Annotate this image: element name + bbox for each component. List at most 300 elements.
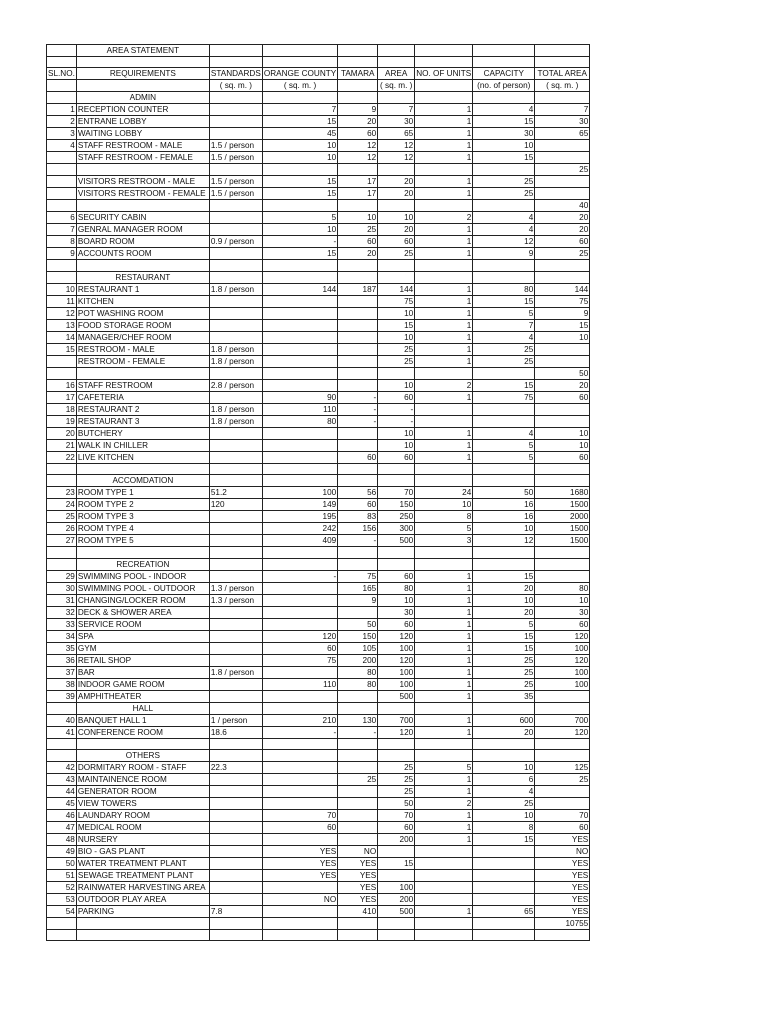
units-cell[interactable]: 1 [415, 427, 473, 439]
standards-cell[interactable]: 1.8 / person [209, 403, 262, 415]
standards-cell[interactable]: 1.8 / person [209, 343, 262, 355]
area-cell[interactable]: 120 [378, 630, 415, 642]
tamara-cell[interactable] [338, 917, 378, 929]
capacity-cell[interactable]: 50 [473, 487, 535, 499]
capacity-cell[interactable]: 12 [473, 236, 535, 248]
sl-no-cell[interactable] [47, 738, 77, 749]
area-cell[interactable]: 15 [378, 857, 415, 869]
sl-no-cell[interactable]: 32 [47, 606, 77, 618]
standards-cell[interactable]: 1.8 / person [209, 415, 262, 427]
requirement-cell[interactable] [76, 738, 209, 749]
capacity-cell[interactable]: 15 [473, 116, 535, 128]
sl-no-cell[interactable]: 47 [47, 821, 77, 833]
area-cell[interactable]: 120 [378, 654, 415, 666]
capacity-cell[interactable]: 15 [473, 379, 535, 391]
orange-county-cell[interactable] [262, 761, 337, 773]
area-cell[interactable] [378, 260, 415, 271]
cell[interactable] [47, 271, 77, 283]
tamara-cell[interactable] [338, 690, 378, 702]
units-cell[interactable]: 1 [415, 248, 473, 260]
standards-cell[interactable]: 1.5 / person [209, 188, 262, 200]
sl-no-cell[interactable]: 20 [47, 427, 77, 439]
requirement-cell[interactable]: MANAGER/CHEF ROOM [76, 331, 209, 343]
total-area-cell[interactable] [535, 738, 590, 749]
units-cell[interactable]: 1 [415, 188, 473, 200]
sl-no-cell[interactable]: 54 [47, 905, 77, 917]
area-cell[interactable]: 30 [378, 116, 415, 128]
cell[interactable] [415, 271, 473, 283]
total-area-cell[interactable]: 700 [535, 714, 590, 726]
tamara-cell[interactable]: - [338, 391, 378, 403]
area-cell[interactable]: 100 [378, 642, 415, 654]
sl-no-cell[interactable]: 2 [47, 116, 77, 128]
header-standards[interactable]: STANDARDS [210, 69, 261, 79]
standards-cell[interactable] [209, 427, 262, 439]
orange-county-cell[interactable]: - [262, 236, 337, 248]
cell[interactable] [338, 45, 378, 57]
requirement-cell[interactable]: WALK IN CHILLER [76, 439, 209, 451]
orange-county-cell[interactable]: 45 [262, 128, 337, 140]
capacity-cell[interactable] [473, 869, 535, 881]
total-area-cell[interactable]: 80 [535, 582, 590, 594]
header-area[interactable]: AREA [378, 68, 415, 80]
capacity-cell[interactable]: 4 [473, 104, 535, 116]
requirement-cell[interactable]: PARKING [76, 905, 209, 917]
total-area-cell[interactable]: YES [535, 857, 590, 869]
cell[interactable] [338, 57, 378, 68]
cell[interactable] [262, 271, 337, 283]
total-area-cell[interactable]: 60 [535, 451, 590, 463]
units-cell[interactable] [415, 260, 473, 271]
tamara-cell[interactable] [338, 379, 378, 391]
area-cell[interactable] [378, 200, 415, 212]
area-cell[interactable]: 60 [378, 570, 415, 582]
cell[interactable] [262, 475, 337, 487]
sl-no-cell[interactable]: 29 [47, 570, 77, 582]
orange-county-cell[interactable]: YES [262, 857, 337, 869]
tamara-cell[interactable] [338, 809, 378, 821]
standards-cell[interactable]: 1.5 / person [209, 176, 262, 188]
capacity-cell[interactable] [473, 547, 535, 558]
tamara-cell[interactable] [338, 295, 378, 307]
tamara-cell[interactable]: 150 [338, 630, 378, 642]
sl-no-cell[interactable]: 39 [47, 690, 77, 702]
cell[interactable] [209, 92, 262, 104]
sl-no-cell[interactable] [47, 917, 77, 929]
total-area-cell[interactable]: 30 [535, 116, 590, 128]
orange-county-cell[interactable]: 60 [262, 642, 337, 654]
standards-cell[interactable]: 2.8 / person [209, 379, 262, 391]
standards-cell[interactable] [209, 917, 262, 929]
total-area-cell[interactable]: 100 [535, 678, 590, 690]
requirement-cell[interactable]: BANQUET HALL 1 [76, 714, 209, 726]
requirement-cell[interactable]: WAITING LOBBY [76, 128, 209, 140]
area-cell[interactable] [378, 929, 415, 940]
units-cell[interactable]: 1 [415, 140, 473, 152]
orange-county-cell[interactable]: 195 [262, 511, 337, 523]
orange-county-cell[interactable]: NO [262, 893, 337, 905]
sl-no-cell[interactable]: 14 [47, 331, 77, 343]
tamara-cell[interactable]: 56 [338, 487, 378, 499]
units-cell[interactable]: 1 [415, 295, 473, 307]
total-area-cell[interactable]: 60 [535, 618, 590, 630]
standards-cell[interactable]: 18.6 [209, 726, 262, 738]
area-cell[interactable]: 10 [378, 379, 415, 391]
orange-county-cell[interactable] [262, 451, 337, 463]
cell[interactable] [262, 558, 337, 570]
area-cell[interactable]: 25 [378, 773, 415, 785]
capacity-cell[interactable]: 80 [473, 283, 535, 295]
tamara-cell[interactable]: 80 [338, 666, 378, 678]
standards-cell[interactable]: 0.9 / person [209, 236, 262, 248]
area-cell[interactable]: 60 [378, 618, 415, 630]
requirement-cell[interactable]: SEWAGE TREATMENT PLANT [76, 869, 209, 881]
capacity-cell[interactable]: 8 [473, 821, 535, 833]
units-cell[interactable]: 1 [415, 116, 473, 128]
capacity-cell[interactable]: 4 [473, 331, 535, 343]
total-area-cell[interactable] [535, 690, 590, 702]
requirement-cell[interactable]: SERVICE ROOM [76, 618, 209, 630]
orange-county-cell[interactable] [262, 833, 337, 845]
total-area-cell[interactable]: 60 [535, 391, 590, 403]
units-cell[interactable]: 8 [415, 511, 473, 523]
orange-county-cell[interactable] [262, 164, 337, 176]
requirement-cell[interactable]: CAFETERIA [76, 391, 209, 403]
section-title[interactable]: HALL [76, 702, 209, 714]
requirement-cell[interactable]: GYM [76, 642, 209, 654]
capacity-cell[interactable] [473, 367, 535, 379]
orange-county-cell[interactable] [262, 200, 337, 212]
total-area-cell[interactable]: 9 [535, 307, 590, 319]
requirement-cell[interactable]: SPA [76, 630, 209, 642]
capacity-cell[interactable]: 25 [473, 176, 535, 188]
units-cell[interactable]: 1 [415, 618, 473, 630]
subheader-cell[interactable] [415, 80, 473, 92]
units-cell[interactable]: 1 [415, 642, 473, 654]
standards-cell[interactable] [209, 307, 262, 319]
sl-no-cell[interactable] [47, 929, 77, 940]
cell[interactable] [209, 749, 262, 761]
units-cell[interactable] [415, 164, 473, 176]
units-cell[interactable]: 1 [415, 785, 473, 797]
standards-cell[interactable] [209, 570, 262, 582]
cell[interactable] [47, 45, 77, 57]
requirement-cell[interactable]: RAINWATER HARVESTING AREA [76, 881, 209, 893]
standards-cell[interactable] [209, 128, 262, 140]
units-cell[interactable]: 1 [415, 331, 473, 343]
total-area-cell[interactable]: 120 [535, 726, 590, 738]
standards-cell[interactable] [209, 295, 262, 307]
standards-cell[interactable]: 1.3 / person [209, 582, 262, 594]
standards-cell[interactable] [209, 547, 262, 558]
units-cell[interactable]: 1 [415, 654, 473, 666]
area-cell[interactable]: 200 [378, 893, 415, 905]
sl-no-cell[interactable]: 38 [47, 678, 77, 690]
sl-no-cell[interactable]: 17 [47, 391, 77, 403]
tamara-cell[interactable] [338, 200, 378, 212]
capacity-cell[interactable]: 5 [473, 439, 535, 451]
cell[interactable] [209, 702, 262, 714]
capacity-cell[interactable]: 20 [473, 606, 535, 618]
sl-no-cell[interactable]: 19 [47, 415, 77, 427]
total-area-cell[interactable]: YES [535, 905, 590, 917]
requirement-cell[interactable] [76, 547, 209, 558]
sl-no-cell[interactable]: 35 [47, 642, 77, 654]
units-cell[interactable]: 1 [415, 307, 473, 319]
total-area-cell[interactable]: 100 [535, 642, 590, 654]
sl-no-cell[interactable]: 48 [47, 833, 77, 845]
units-cell[interactable]: 1 [415, 833, 473, 845]
tamara-cell[interactable]: 75 [338, 570, 378, 582]
area-cell[interactable]: 60 [378, 391, 415, 403]
units-cell[interactable]: 1 [415, 773, 473, 785]
requirement-cell[interactable]: POT WASHING ROOM [76, 307, 209, 319]
cell[interactable] [338, 558, 378, 570]
sl-no-cell[interactable]: 15 [47, 343, 77, 355]
standards-cell[interactable] [209, 833, 262, 845]
units-cell[interactable] [415, 917, 473, 929]
orange-county-cell[interactable] [262, 905, 337, 917]
sl-no-cell[interactable]: 41 [47, 726, 77, 738]
standards-cell[interactable] [209, 606, 262, 618]
area-cell[interactable]: 25 [378, 248, 415, 260]
units-cell[interactable]: 1 [415, 714, 473, 726]
standards-cell[interactable] [209, 463, 262, 474]
standards-cell[interactable] [209, 439, 262, 451]
orange-county-cell[interactable] [262, 307, 337, 319]
units-cell[interactable] [415, 547, 473, 558]
requirement-cell[interactable]: DECK & SHOWER AREA [76, 606, 209, 618]
capacity-cell[interactable]: 20 [473, 726, 535, 738]
sl-no-cell[interactable]: 8 [47, 236, 77, 248]
total-area-cell[interactable]: 1500 [535, 499, 590, 511]
requirement-cell[interactable]: AMPHITHEATER [76, 690, 209, 702]
total-area-cell[interactable]: 25 [535, 248, 590, 260]
requirement-cell[interactable] [76, 164, 209, 176]
orange-county-cell[interactable] [262, 785, 337, 797]
tamara-cell[interactable] [338, 331, 378, 343]
header-sl-no[interactable]: SL.NO. [48, 69, 75, 79]
total-area-cell[interactable]: 15 [535, 319, 590, 331]
capacity-cell[interactable]: 5 [473, 618, 535, 630]
cell[interactable] [209, 45, 262, 57]
tamara-cell[interactable]: - [338, 415, 378, 427]
units-cell[interactable] [415, 463, 473, 474]
requirement-cell[interactable]: RETAIL SHOP [76, 654, 209, 666]
orange-county-cell[interactable] [262, 463, 337, 474]
standards-cell[interactable] [209, 654, 262, 666]
cell[interactable] [473, 57, 535, 68]
area-cell[interactable]: 80 [378, 582, 415, 594]
orange-county-cell[interactable]: 242 [262, 523, 337, 535]
requirement-cell[interactable]: KITCHEN [76, 295, 209, 307]
area-cell[interactable]: 30 [378, 606, 415, 618]
total-area-cell[interactable]: 144 [535, 283, 590, 295]
units-cell[interactable]: 1 [415, 690, 473, 702]
capacity-cell[interactable] [473, 738, 535, 749]
tamara-cell[interactable] [338, 319, 378, 331]
cell[interactable] [47, 92, 77, 104]
area-cell[interactable]: 20 [378, 188, 415, 200]
units-cell[interactable]: 1 [415, 391, 473, 403]
orange-county-cell[interactable]: - [262, 570, 337, 582]
total-area-cell[interactable]: 60 [535, 236, 590, 248]
section-title[interactable]: RECREATION [76, 558, 209, 570]
tamara-cell[interactable] [338, 367, 378, 379]
total-area-cell[interactable]: 120 [535, 654, 590, 666]
capacity-cell[interactable]: 16 [473, 511, 535, 523]
orange-county-cell[interactable] [262, 343, 337, 355]
cell[interactable] [473, 749, 535, 761]
orange-county-cell[interactable]: 15 [262, 188, 337, 200]
cell[interactable] [47, 558, 77, 570]
requirement-cell[interactable]: GENRAL MANAGER ROOM [76, 224, 209, 236]
standards-cell[interactable] [209, 451, 262, 463]
total-area-cell[interactable]: 10 [535, 331, 590, 343]
standards-cell[interactable] [209, 893, 262, 905]
total-area-cell[interactable]: 10 [535, 439, 590, 451]
tamara-cell[interactable]: YES [338, 857, 378, 869]
units-cell[interactable]: 2 [415, 797, 473, 809]
units-cell[interactable]: 10 [415, 499, 473, 511]
units-cell[interactable]: 1 [415, 355, 473, 367]
units-cell[interactable] [415, 415, 473, 427]
orange-county-cell[interactable] [262, 260, 337, 271]
tamara-cell[interactable]: 200 [338, 654, 378, 666]
tamara-cell[interactable] [338, 355, 378, 367]
orange-county-cell[interactable]: 10 [262, 152, 337, 164]
capacity-cell[interactable] [473, 857, 535, 869]
capacity-cell[interactable] [473, 415, 535, 427]
capacity-cell[interactable]: 10 [473, 140, 535, 152]
requirement-cell[interactable] [76, 463, 209, 474]
area-cell[interactable]: 70 [378, 487, 415, 499]
capacity-cell[interactable]: 10 [473, 809, 535, 821]
cell[interactable] [47, 57, 77, 68]
tamara-cell[interactable] [338, 821, 378, 833]
sl-no-cell[interactable]: 6 [47, 212, 77, 224]
sl-no-cell[interactable]: 18 [47, 403, 77, 415]
area-cell[interactable]: 65 [378, 128, 415, 140]
total-area-cell[interactable] [535, 415, 590, 427]
requirement-cell[interactable]: SWIMMING POOL - INDOOR [76, 570, 209, 582]
requirement-cell[interactable]: RESTROOM - FEMALE [76, 355, 209, 367]
sl-no-cell[interactable] [47, 547, 77, 558]
orange-county-cell[interactable]: 10 [262, 140, 337, 152]
area-cell[interactable]: 60 [378, 236, 415, 248]
sl-no-cell[interactable]: 16 [47, 379, 77, 391]
standards-cell[interactable] [209, 200, 262, 212]
requirement-cell[interactable]: LIVE KITCHEN [76, 451, 209, 463]
sl-no-cell[interactable]: 22 [47, 451, 77, 463]
orange-county-cell[interactable] [262, 738, 337, 749]
units-cell[interactable]: 1 [415, 236, 473, 248]
total-area-cell[interactable] [535, 152, 590, 164]
orange-county-cell[interactable]: 90 [262, 391, 337, 403]
sheet-title[interactable]: AREA STATEMENT [76, 45, 209, 57]
cell[interactable] [378, 45, 415, 57]
total-area-cell[interactable] [535, 463, 590, 474]
total-area-cell[interactable] [535, 929, 590, 940]
orange-county-cell[interactable]: 409 [262, 535, 337, 547]
units-cell[interactable] [415, 403, 473, 415]
requirement-cell[interactable] [76, 367, 209, 379]
total-area-cell[interactable]: YES [535, 881, 590, 893]
requirement-cell[interactable]: NURSERY [76, 833, 209, 845]
cell[interactable] [415, 558, 473, 570]
orange-county-cell[interactable] [262, 295, 337, 307]
sl-no-cell[interactable]: 24 [47, 499, 77, 511]
orange-county-cell[interactable]: 110 [262, 678, 337, 690]
header-tamara[interactable]: TAMARA [338, 68, 378, 80]
capacity-cell[interactable]: 5 [473, 451, 535, 463]
capacity-cell[interactable]: 25 [473, 666, 535, 678]
cell[interactable] [473, 475, 535, 487]
total-area-cell[interactable]: 1500 [535, 535, 590, 547]
orange-county-cell[interactable] [262, 331, 337, 343]
cell[interactable] [378, 92, 415, 104]
capacity-cell[interactable]: 10 [473, 523, 535, 535]
units-cell[interactable] [415, 738, 473, 749]
tamara-cell[interactable] [338, 797, 378, 809]
sl-no-cell[interactable] [47, 152, 77, 164]
tamara-cell[interactable]: 60 [338, 128, 378, 140]
standards-cell[interactable] [209, 319, 262, 331]
sl-no-cell[interactable] [47, 367, 77, 379]
area-cell[interactable]: 50 [378, 797, 415, 809]
capacity-cell[interactable] [473, 403, 535, 415]
standards-cell[interactable]: 1 / person [209, 714, 262, 726]
units-cell[interactable]: 1 [415, 152, 473, 164]
standards-cell[interactable] [209, 630, 262, 642]
area-cell[interactable]: 120 [378, 726, 415, 738]
orange-county-cell[interactable] [262, 881, 337, 893]
orange-county-cell[interactable] [262, 367, 337, 379]
requirement-cell[interactable]: CHANGING/LOCKER ROOM [76, 594, 209, 606]
sl-no-cell[interactable]: 52 [47, 881, 77, 893]
subheader-cell[interactable]: ( sq. m. ) [378, 80, 415, 92]
tamara-cell[interactable]: 80 [338, 678, 378, 690]
total-area-cell[interactable] [535, 355, 590, 367]
sl-no-cell[interactable]: 46 [47, 809, 77, 821]
total-area-cell[interactable] [535, 570, 590, 582]
area-cell[interactable] [378, 845, 415, 857]
units-cell[interactable]: 5 [415, 761, 473, 773]
orange-county-cell[interactable] [262, 547, 337, 558]
capacity-cell[interactable]: 65 [473, 905, 535, 917]
orange-county-cell[interactable]: 15 [262, 248, 337, 260]
orange-county-cell[interactable] [262, 355, 337, 367]
total-area-cell[interactable]: 60 [535, 821, 590, 833]
cell[interactable] [415, 702, 473, 714]
tamara-cell[interactable] [338, 547, 378, 558]
sl-no-cell[interactable]: 50 [47, 857, 77, 869]
requirement-cell[interactable]: STAFF RESTROOM - MALE [76, 140, 209, 152]
cell[interactable] [415, 45, 473, 57]
cell[interactable] [262, 92, 337, 104]
standards-cell[interactable] [209, 642, 262, 654]
total-area-cell[interactable]: 1500 [535, 523, 590, 535]
sl-no-cell[interactable]: 26 [47, 523, 77, 535]
tamara-cell[interactable]: 10 [338, 212, 378, 224]
area-cell[interactable]: 25 [378, 761, 415, 773]
units-cell[interactable]: 1 [415, 176, 473, 188]
requirement-cell[interactable]: BOARD ROOM [76, 236, 209, 248]
area-cell[interactable]: 12 [378, 152, 415, 164]
total-area-cell[interactable]: YES [535, 869, 590, 881]
requirement-cell[interactable]: ROOM TYPE 4 [76, 523, 209, 535]
requirement-cell[interactable]: DORMITARY ROOM - STAFF [76, 761, 209, 773]
